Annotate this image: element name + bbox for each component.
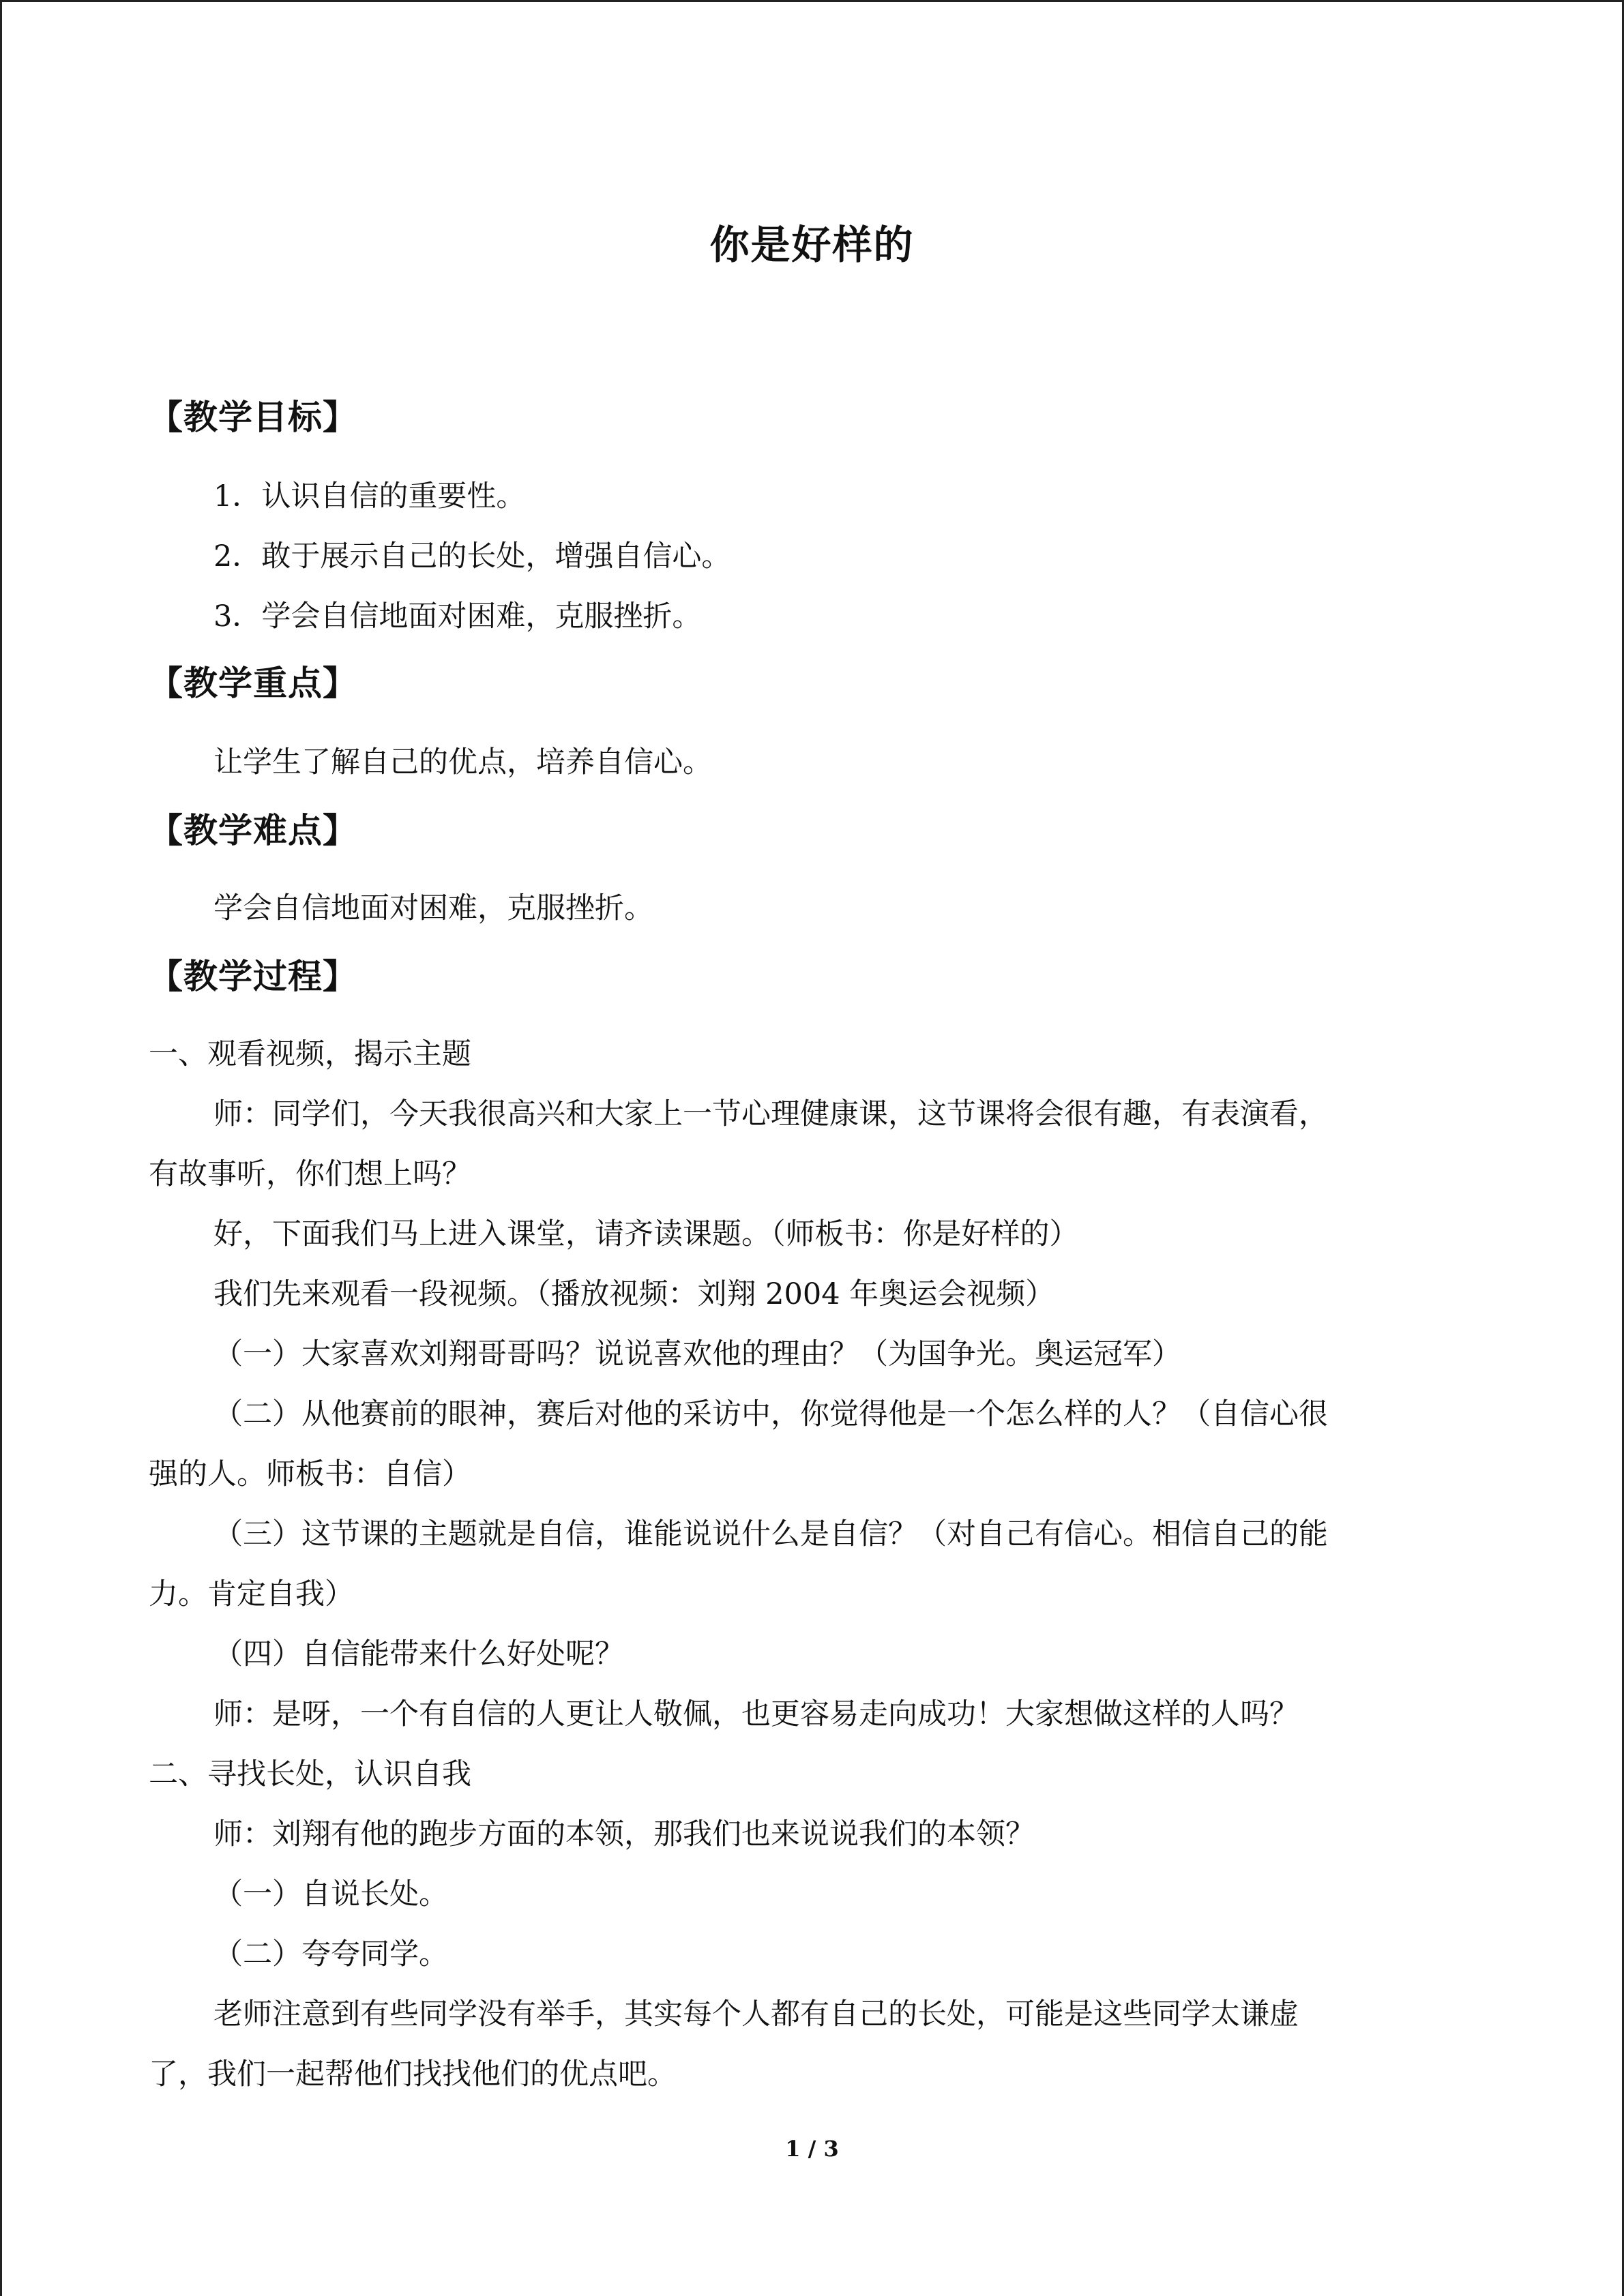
process-line-17: 老师注意到有些同学没有举手，其实每个人都有自己的长处，可能是这些同学太谦虚 <box>213 1997 1299 2031</box>
difficulties-text: 学会自信地面对困难，克服挫折。 <box>213 891 653 925</box>
process-line-9: （三）这节课的主题就是自信，谁能说说什么是自信？（对自己有信心。相信自己的能 <box>213 1517 1328 1551</box>
process-line-4: 好，下面我们马上进入课堂，请齐读课题。（师板书：你是好样的） <box>213 1217 1079 1251</box>
page-border-top <box>0 0 1624 2</box>
key-points-text: 让学生了解自己的优点，培养自信心。 <box>213 745 712 779</box>
goal-item-1: 1．认识自信的重要性。 <box>213 479 526 513</box>
process-line-12: 师：是呀，一个有自信的人更让人敬佩，也更容易走向成功！大家想做这样的人吗？ <box>213 1697 1299 1731</box>
process-line-7: （二）从他赛前的眼神，赛后对他的采访中，你觉得他是一个怎么样的人？（自信心很 <box>213 1397 1328 1431</box>
heading-teaching-goals: 【教学目标】 <box>149 398 357 437</box>
goal-item-2: 2．敢于展示自己的长处，增强自信心。 <box>213 539 731 573</box>
page-border-left <box>0 0 2 2296</box>
process-line-2: 师：同学们，今天我很高兴和大家上一节心理健康课，这节课将会很有趣，有表演看， <box>213 1097 1328 1131</box>
heading-teaching-process: 【教学过程】 <box>149 957 357 996</box>
process-line-16: （二）夸夸同学。 <box>213 1937 448 1971</box>
process-line-18: 了，我们一起帮他们找找他们的优点吧。 <box>149 2057 677 2091</box>
process-line-1: 一、观看视频，揭示主题 <box>149 1037 471 1071</box>
goal-item-3: 3．学会自信地面对困难，克服挫折。 <box>213 599 702 633</box>
document-title: 你是好样的 <box>709 222 915 268</box>
process-line-3: 有故事听，你们想上吗？ <box>149 1157 471 1191</box>
heading-difficulties: 【教学难点】 <box>149 811 357 850</box>
process-line-11: （四）自信能带来什么好处呢？ <box>213 1637 624 1671</box>
heading-key-points: 【教学重点】 <box>149 664 357 703</box>
process-line-13: 二、寻找长处，认识自我 <box>149 1757 471 1791</box>
process-line-8: 强的人。师板书：自信） <box>149 1457 471 1491</box>
process-line-10: 力。肯定自我） <box>149 1577 354 1611</box>
process-line-6: （一）大家喜欢刘翔哥哥吗？说说喜欢他的理由？（为国争光。奥运冠军） <box>213 1337 1181 1371</box>
process-line-5: 我们先来观看一段视频。（播放视频：刘翔 2004 年奥运会视频） <box>213 1277 1055 1311</box>
process-line-14: 师：刘翔有他的跑步方面的本领，那我们也来说说我们的本领？ <box>213 1817 1035 1851</box>
process-line-15: （一）自说长处。 <box>213 1877 448 1911</box>
page-number: 1 / 3 <box>785 2136 839 2162</box>
